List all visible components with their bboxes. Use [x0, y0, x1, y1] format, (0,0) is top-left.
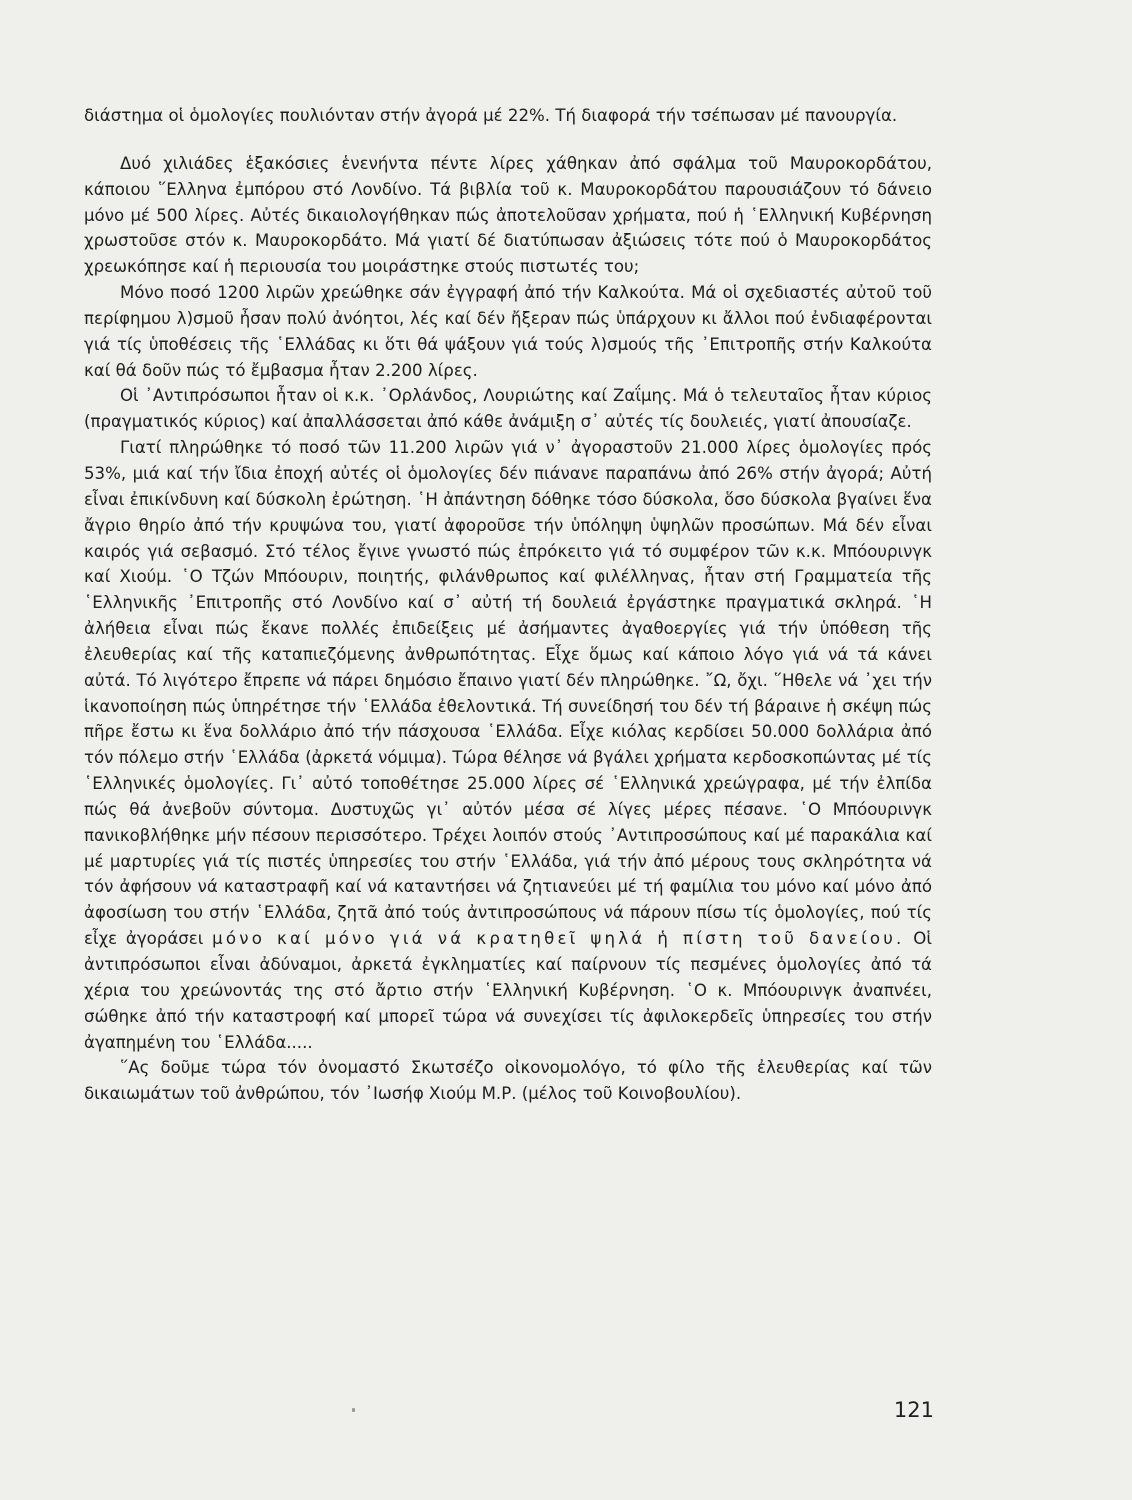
- emphasized-text: μόνο καί μόνο γιά νά κρατηθεῖ ψηλά ἡ πίστη τοῦ δανείου.: [212, 929, 905, 949]
- paragraph: ῞Ας δοῦμε τώρα τόν ὀνομαστό Σκωτσέζο οἰκονομολόγο, τό φίλο τῆς ἐλευθερίας καί τῶν δικαιωμάτων τοῦ ἀνθρώπου, τόν ᾽Ιωσήφ Χιούμ Μ.Ρ. (μέλος τοῦ Κοινοβουλίου).: [84, 1058, 932, 1104]
- paragraph: διάστημα οἱ ὁμολογίες πουλιόνταν στήν ἀγορά μέ 22%. Τή διαφορά τήν τσέπωσαν μέ πανουργία.: [84, 106, 898, 125]
- paragraph: Δυό χιλιάδες ἑξακόσιες ἑνενήντα πέντε λίρες χάθηκαν ἀπό σφάλμα τοῦ Μαυροκορδάτου, κάποιου ῞Ελληνα ἐμπόρου στό Λονδίνο. Τά βιβλία τοῦ κ. Μαυροκορδάτου παρουσιάζουν τό δάνειο μόνο μέ 500 λίρες. Αὐτές δικαιολογήθηκαν πώς ἀποτελοῦσαν χρήματα, πού ἡ ῾Ελληνική Κυβέρνηση χρωστοῦσε στόν κ. Μαυροκορδάτο. Μά γιατί δέ διατύπωσαν ἀξιώσεις τότε πού ὁ Μαυροκορδάτος χρεωκόπησε καί ἡ περιουσία του μοιράστηκε στούς πιστωτές του;: [84, 153, 932, 277]
- page-number: 121: [893, 1398, 934, 1422]
- print-speck: [352, 1408, 355, 1412]
- body-text: [84, 103, 932, 1107]
- paragraph-text: Οἱ ἀντιπρόσωποι εἶναι ἀδύναμοι, ἀρκετά ἐγκληματίες καί παίρνουν τίς πεσμένες ὁμολογίες ἀπό τά χέρια του χρεώνοντάς της στό ἄρτιο στήν ῾Ελληνική Κυβέρνηση. ῾Ο κ. Μπόουρινγκ ἀναπνέει, σώθηκε ἀπό τήν καταστροφή καί μπορεῖ τώρα νά συνεχίσει τίς ἀφιλοκερδεῖς ὑπηρεσίες του στήν ἀγαπημένη του ῾Ελλάδα.....: [84, 929, 932, 1052]
- paragraph: Μόνο ποσό 1200 λιρῶν χρεώθηκε σάν ἐγγραφή ἀπό τήν Καλκούτα. Μά οἱ σχεδιαστές αὐτοῦ τοῦ περίφημου λ)σμοῦ ἦσαν πολύ ἀνόητοι, λές καί δέν ἤξεραν πώς ὑπάρχουν κι ἄλλοι πού ἐνδιαφέρονται γιά τίς ὑποθέσεις τῆς ῾Ελλάδας κι ὅτι θά ψάξουν γιά τούς λ)σμούς τῆς ᾽Επιτροπῆς στήν Καλκούτα καί θά δοῦν πώς τό ἔμβασμα ἦταν 2.200 λίρες.: [84, 283, 932, 380]
- paragraph: [84, 435, 932, 1055]
- paragraph: Οἱ ᾽Αντιπρόσωποι ἦταν οἱ κ.κ. ᾽Ορλάνδος, Λουριώτης καί Ζαΐμης. Μά ὁ τελευταῖος ἦταν κύριος (πραγματικός κύριος) καί ἀπαλλάσσεται ἀπό κάθε ἀνάμιξη σ᾽ αὐτές τίς δουλειές, γιατί ἀπουσίαζε.: [84, 386, 932, 432]
- paragraph-text: Γιατί πληρώθηκε τό ποσό τῶν 11.200 λιρῶν γιά ν᾽ ἀγοραστοῦν 21.000 λίρες ὁμολογίες πρός 53%, μιά καί τήν ἴδια ἐποχή αὐτές οἱ ὁμολογίες δέν πιάνανε παραπάνω ἀπό 26% στήν ἀγορά; Αὐτή εἶναι ἐπικίνδυνη καί δύσκολη ἐρώτηση. ῾Η ἀπάντηση δόθηκε τόσο δύσκολα, ὅσο δύσκολα βγαίνει ἕνα ἄγριο θηρίο ἀπό τήν κρυψώνα του, γιατί ἀφοροῦσε τήν ὑπόληψη ὑψηλῶν προσώπων. Μά δέν εἶναι καιρός γιά σεβασμό. Στό τέλος ἔγινε γνωστό πώς ἐπρόκειτο γιά τό συμφέρον τῶν κ.κ. Μπόουρινγκ καί Χιούμ. ῾Ο Τζών Μπόουριν, ποιητής, φιλάνθρωπος καί φιλέλληνας, ἦταν στή Γραμματεία τῆς ῾Ελληνικῆς ᾽Επιτροπῆς στό Λονδίνο καί σ᾽ αὐτή τή δουλειά ἐργάστηκε πραγματικά σκληρά. ῾Η ἀλήθεια εἶναι πώς ἔκανε πολλές ἐπιδείξεις μέ ἀσήμαντες ἀγαθοεργίες γιά τήν ὑπόθεση τῆς ἐλευθερίας καί τῆς καταπιεζόμενης ἀνθρωπότητας. Εἶχε ὅμως καί κάποιο λόγο γιά νά τά κάνει αὐτά. Τό λιγότερο ἔπρεπε νά πάρει δημόσιο ἔπαινο γιατί δέν πληρώθηκε. ῎Ω, ὄχι. ῞Ηθελε νά ᾽χει τήν ἱκανοποίηση πώς ὑπηρέτησε τήν ῾Ελλάδα ἐθελοντικά. Τή συνείδησή του δέν τή βάραινε ἡ σκέψη πώς πῆρε ἔστω κι ἕνα δολλάριο ἀπό τήν πάσχουσα ῾Ελλάδα. Εἶχε κιόλας κερδίσει 50.000 δολλάρια ἀπό τόν πόλεμο στήν ῾Ελλάδα (ἀρκετά νόμιμα). Τώρα θέλησε νά βγάλει χρήματα κερδοσκοπώντας μέ τίς ῾Ελληνικές ὁμολογίες. Γι᾽ αὐτό τοποθέτησε 25.000 λίρες σέ ῾Ελληνικά χρεώγραφα, μέ τήν ἐλπίδα πώς θά ἀνεβοῦν σύντομα. Δυστυχῶς γι᾽ αὐτόν μέσα σέ λίγες μέρες πέσανε. ῾Ο Μπόουρινγκ πανικοβλήθηκε μήν πέσουν περισσότερο. Τρέχει λοιπόν στούς ᾽Αντιπροσώπους καί μέ παρακάλια καί μέ μαρτυρίες γιά τίς πιστές ὑπηρεσίες του στήν ῾Ελλάδα, γιά τήν ἀπό μέρους τους σκληρότητα νά τόν ἀφήσουν νά καταστραφῆ καί νά καταντήσει νά ζητιανεύει μέ τή φαμίλια του μόνο καί μόνο ἀπό ἀφοσίωση του στήν ῾Ελλάδα, ζητᾶ ἀπό τούς ἀντιπροσώπους νά πάρουν πίσω τίς ὁμολογίες, πού τίς εἶχε ἀγοράσει: [84, 438, 932, 949]
